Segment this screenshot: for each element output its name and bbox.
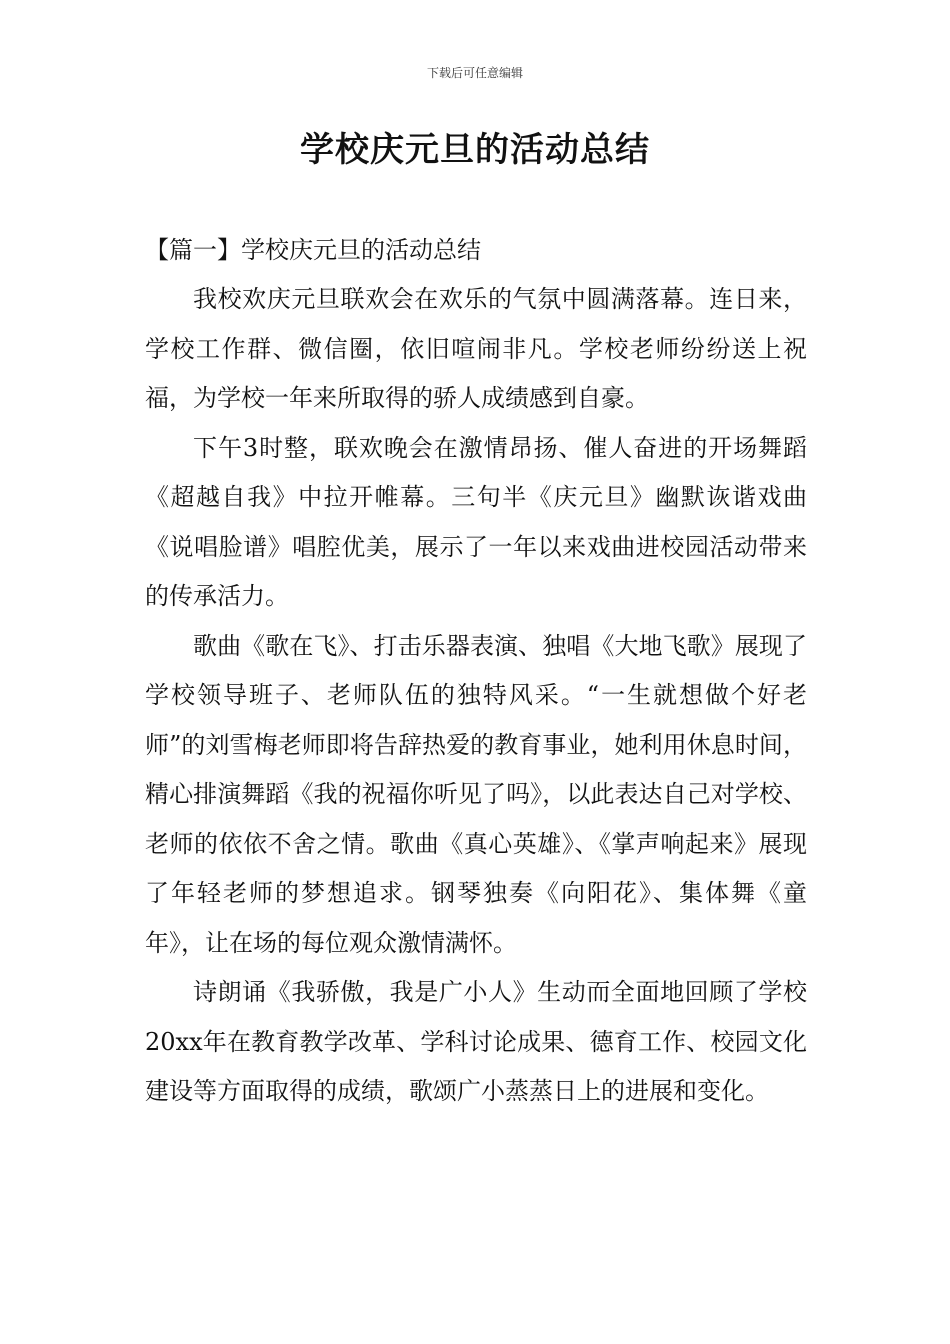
document-title: 学校庆元旦的活动总结 bbox=[300, 130, 650, 170]
section-heading: 【篇一】学校庆元旦的活动总结 bbox=[145, 236, 481, 264]
paragraph-3: 歌曲《歌在飞》、打击乐器表演、独唱《大地飞歌》展现了学校领导班子、老师队伍的独特风采。“一生就想做个好老师”的刘雪梅老师即将告辞热爱的教育事业，她利用休息时间，精心排演舞蹈《我的祝福你听见了吗》，以此表达自己对学校、老师的依依不舍之情。歌曲《真心英雄》、《掌声响起来》展现了年轻老师的梦想追求。钢琴独奏《向阳花》、集体舞《童年》，让在场的每位观众激情满怀。 bbox=[145, 631, 807, 957]
paragraph-4: 诗朗诵《我骄傲，我是广小人》生动而全面地回顾了学校20xx年在教育教学改革、学科讨论成果、德育工作、校园文化建设等方面取得的成绩，歌颂广小蒸蒸日上的进展和变化。 bbox=[145, 978, 807, 1105]
paragraph-2: 下午3时整，联欢晚会在激情昂扬、催人奋进的开场舞蹈《超越自我》中拉开帷幕。三句半《庆元旦》幽默诙谐戏曲《说唱脸谱》唱腔优美，展示了一年以来戏曲进校园活动带来的传承活力。 bbox=[145, 433, 807, 610]
header-note: 下载后可任意编辑 bbox=[426, 66, 523, 80]
paragraph-1: 我校欢庆元旦联欢会在欢乐的气氛中圆满落幕。连日来，学校工作群、微信圈，依旧喧闹非凡。学校老师纷纷送上祝福，为学校一年来所取得的骄人成绩感到自豪。 bbox=[145, 285, 807, 412]
document-body bbox=[145, 225, 807, 1117]
